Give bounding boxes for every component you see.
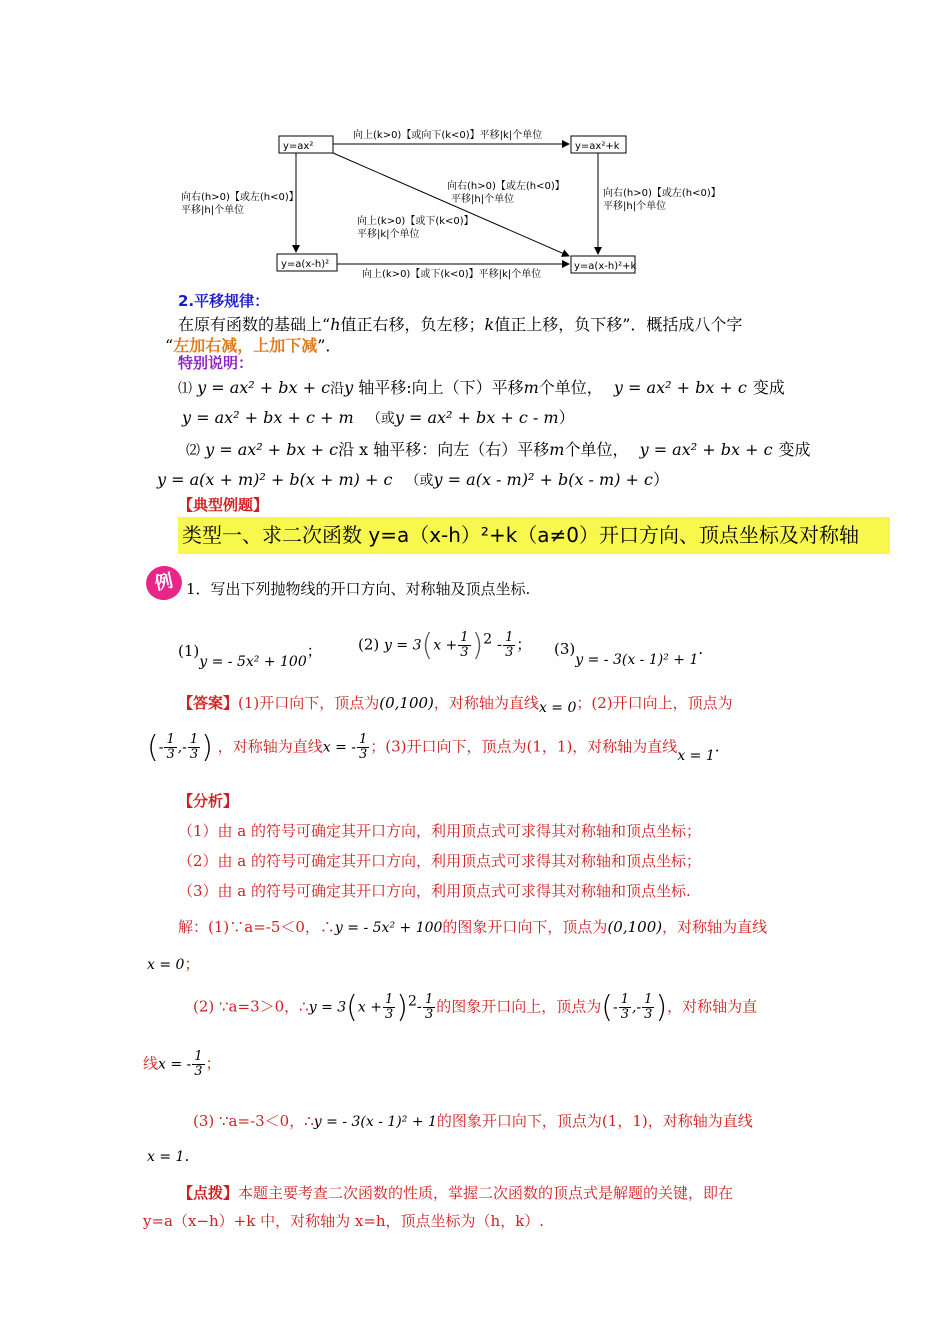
diag-label-1a: 向右(h>0)【或左(h<0)】 <box>447 181 565 192</box>
point-2-line-2: y = a(x + m)² + b(x + m) + c （或y = a(x - m)² + b(x - m) + c） <box>157 470 670 489</box>
left-label-1: 向右(h>0)【或左(h<0)】 <box>181 192 299 203</box>
diag-label-2a: 向上(k>0)【或下(k<0)】 <box>357 216 474 227</box>
special-note-heading: 特别说明： <box>178 354 254 372</box>
box-bl <box>277 254 337 271</box>
bottom-label: 向上(k>0)【或下(k<0)】平移|k|个单位 <box>362 269 542 280</box>
example-question: 1．写出下列抛物线的开口方向、对称轴及顶点坐标. <box>186 580 531 598</box>
diag-label-2b: 平移|k|个单位 <box>357 229 420 240</box>
analysis-line-1: （1）由 a 的符号可确定其开口方向，利用顶点式可求得其对称轴和顶点坐标； <box>178 822 702 840</box>
point-1-line-1: ⑴ y = ax² + bx + c沿y 轴平移:向上（下）平移m个单位， y = ax² + bx + c 变成 <box>178 378 785 397</box>
examples-heading: 【典型例题】 <box>178 496 269 514</box>
left-label-2: 平移|h|个单位 <box>181 205 245 216</box>
q2: (2) y = 3(x + $\frac{1}{3}$ )$^2$ - $\frac{1}{3}$ ； <box>358 628 532 663</box>
solution-1-line-2: x = 0； <box>147 955 200 973</box>
rule-line-2: “左加右减，上加下减”． <box>165 336 342 355</box>
tip-line-2: y=a（x−h）+k 中，对称轴为 x=h，顶点坐标为（h，k）. <box>143 1212 545 1230</box>
diag-label-1b: 平移|h|个单位 <box>451 194 515 205</box>
svg-text:y=a(x-h)²+k: y=a(x-h)²+k <box>574 261 637 272</box>
point-2-line-1: ⑵ y = ax² + bx + c沿 x 轴平移：向左（右）平移m个单位， y = ax² + bx + c 变成 <box>186 440 811 459</box>
right-label-2: 平移|h|个单位 <box>603 201 667 212</box>
solution-3: (3) ∵a=-3＜0，∴y = - 3(x - 1)² + 1的图象开口向下，顶点为(1，1)，对称轴为直线 <box>193 1112 753 1130</box>
point-1-line-2: y = ax² + bx + c + m （或y = ax² + bx + c - m） <box>182 408 575 427</box>
svg-text:y=ax²: y=ax² <box>283 141 314 152</box>
analysis-line-3: （3）由 a 的符号可确定其开口方向，利用顶点式可求得其对称轴和顶点坐标. <box>178 882 691 900</box>
answer-line-2: (- $\frac{1}{3}$ ,- $\frac{1}{3}$ ) ，对称轴为直线x = - $\frac{1}{3}$ ；(3)开口向下，顶点为(1，1)，对称轴为直线x = 1. <box>147 730 720 765</box>
top-label: 向上(k>0)【或向下(k<0)】平移|k|个单位 <box>353 130 543 141</box>
right-label-1: 向右(h>0)【或左(h<0)】 <box>603 188 721 199</box>
section-heading: 2.平移规律： <box>178 292 270 310</box>
rule-line-1: 在原有函数的基础上“h值正右移，负左移；k值正上移，负下移”．概括成八个字 <box>178 315 743 334</box>
box-tl <box>279 136 333 153</box>
translation-diagram <box>170 125 740 285</box>
q3: (3)y = - 3(x - 1)² + 1. <box>554 640 704 668</box>
solution-2-line-2: 线x = - $\frac{1}{3}$ ； <box>143 1049 221 1079</box>
type-banner: 类型一、求二次函数 y=a（x-h）²+k（a≠0）开口方向、顶点坐标及对称轴 <box>178 517 890 554</box>
example-badge: 例 <box>143 563 185 604</box>
solution-2: (2) ∵a=3＞0，∴y = 3(x + $\frac{1}{3}$ )$^2$- $\frac{1}{3}$ 的图象开口向上，顶点为(- $\frac{1}{3}$ ,- $\frac{1}{3}$ )，对称轴为直 <box>193 990 758 1025</box>
box-br <box>571 256 636 273</box>
box-tr <box>571 136 626 153</box>
tip-line-1: 【点拨】本题主要考查二次函数的性质，掌握二次函数的顶点式是解题的关键，即在 <box>178 1184 734 1202</box>
solution-1: 解：(1)∵a=-5＜0，∴y = - 5x² + 100的图象开口向下，顶点为(0,100)，对称轴为直线 <box>178 918 768 936</box>
answer-line-1: 【答案】(1)开口向下，顶点为(0,100)，对称轴为直线x = 0；(2)开口向上，顶点为 <box>178 694 733 716</box>
svg-text:y=ax²+k: y=ax²+k <box>575 141 620 152</box>
q1: (1)y = - 5x² + 100； <box>178 642 322 670</box>
solution-3-line-2: x = 1. <box>147 1147 190 1165</box>
analysis-tag: 【分析】 <box>178 792 239 810</box>
svg-text:y=a(x-h)²: y=a(x-h)² <box>281 259 330 270</box>
analysis-line-2: （2）由 a 的符号可确定其开口方向，利用顶点式可求得其对称轴和顶点坐标； <box>178 852 702 870</box>
